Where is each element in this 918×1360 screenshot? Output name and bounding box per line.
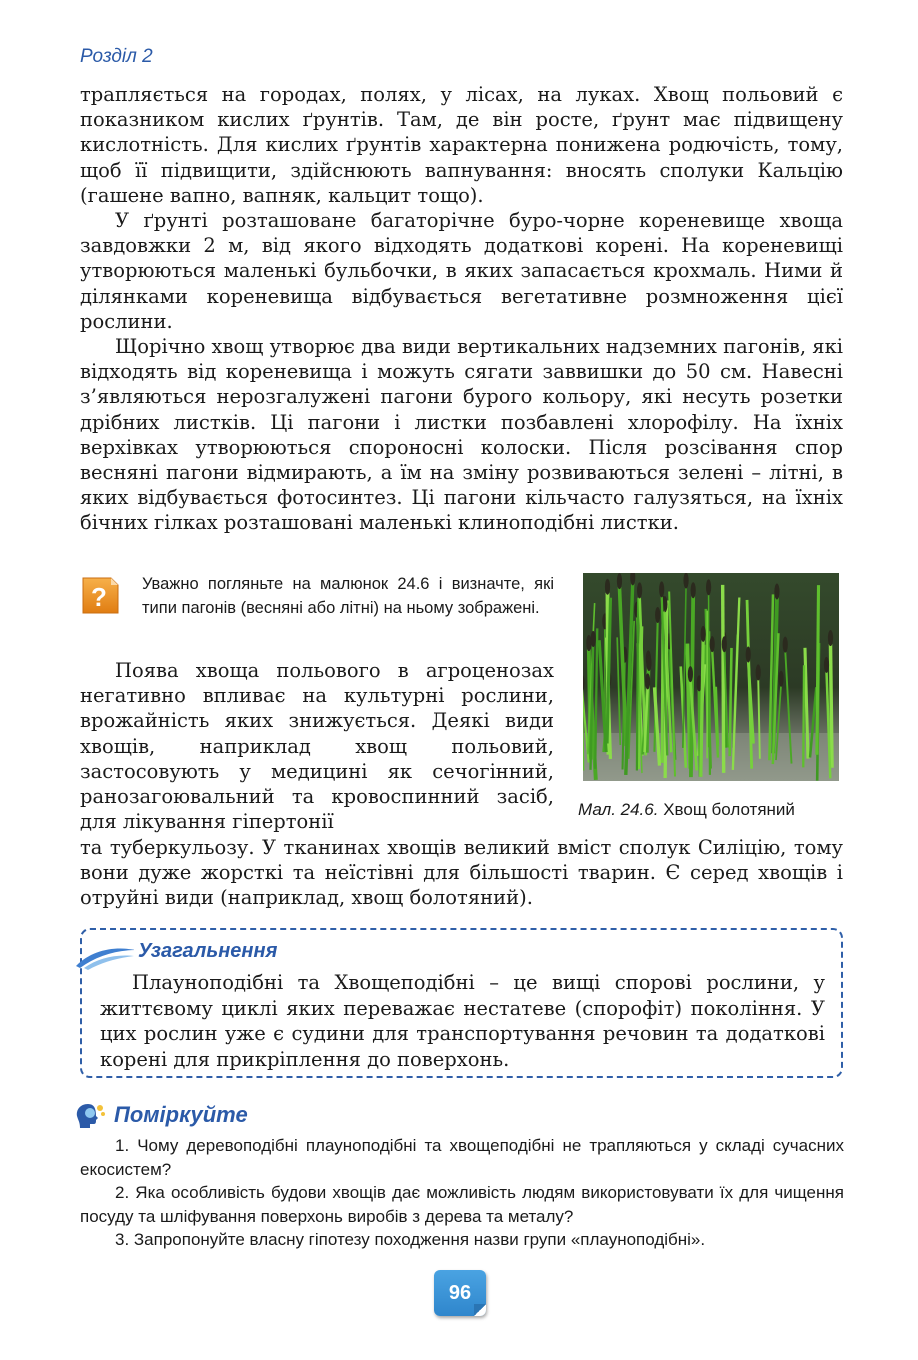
question-3: 3. Запропонуйте власну гіпотезу походження назви групи «плауноподібні».	[115, 1230, 706, 1249]
spore-cone	[722, 636, 727, 652]
horsetail-stem	[723, 585, 724, 773]
spore-cone	[783, 637, 788, 653]
think-title: Поміркуйте	[114, 1102, 248, 1127]
horsetail-stem	[637, 598, 638, 771]
page-number-badge	[434, 1270, 486, 1316]
paragraph-4-start: Поява хвоща польового в агроценозах негативно впливає на культурні рослини, врожайність яких знижується. Деякі види хвощів, наприклад хвощ польовий, застосовують у медицині як сечогінний, ранозагоювальний та кровоспинний засіб, для лікування гіпертонії	[80, 659, 554, 834]
spore-cone	[655, 607, 660, 623]
spore-cone	[659, 581, 664, 597]
spore-cone	[756, 664, 761, 680]
question-1: 1. Чому деревоподібні плауноподібні та хвощеподібні не трапляються у складі сучасних екосистем?	[80, 1136, 844, 1179]
horsetail-stem	[803, 665, 804, 767]
summary-text	[100, 970, 825, 1072]
spore-cone	[645, 673, 650, 689]
horsetail-photo	[583, 573, 839, 781]
spore-cone	[746, 646, 751, 662]
spore-cone	[691, 582, 696, 598]
spore-cone	[617, 573, 622, 589]
horsetail-stem	[730, 648, 732, 756]
paragraph-4-end: та туберкульозу. У тканинах хвощів великий вміст сполук Силіцію, тому вони дуже жорсткі та неїстівні для більшості тварин. Є серед хвощів і отруйні види (наприклад, хвощ болотяний).	[80, 836, 843, 910]
horsetail-stem	[830, 644, 832, 768]
paragraph-1: трапляється на городах, полях, у лісах, на луках. Хвощ польовий є показником кислих ґрунтів. Там, де він росте, ґрунт має підвищену кислотність. Для кислих ґрунтів характерна понижена родючість, тому, щоб її підвищити, здійснюють вапнування: вносять сполуки Кальцію (гашене вапно, вапняк, кальцит тощо).	[80, 83, 843, 207]
summary-title: Узагальнення	[134, 940, 281, 963]
question-2: 2. Яка особливість будови хвощів дає можливість людям використовувати їх для чищення посуду та шліфування поверхонь виробів з дерева та металу?	[80, 1183, 844, 1226]
spore-cone	[630, 573, 635, 585]
section-label: Розділ 2	[80, 46, 153, 67]
spore-cone	[586, 635, 591, 651]
questions-list	[80, 1134, 844, 1252]
spore-cone	[591, 631, 596, 647]
spore-cone	[683, 573, 688, 589]
spore-cone	[774, 584, 779, 600]
summary-paragraph: Плауноподібні та Хвощеподібні – це вищі спорові рослини, у життєвому циклі яких переважає нестатеве (спорофіт) покоління. У цих рослин уже є судини для транспортування речовин та додаткові корені для прикріплення до поверхонь.	[100, 971, 825, 1071]
spore-cone	[583, 675, 585, 691]
spore-cone	[646, 655, 651, 671]
spore-cone	[706, 579, 711, 595]
question-mark-icon	[80, 576, 120, 616]
caption-text: Хвощ болотяний	[663, 800, 795, 819]
paragraph-3: Щорічно хвощ утворює два види вертикальних надземних пагонів, які відходять від кореневища і можуть сягати заввишки до 50 см. Навесні з’являються нерозгалужені пагони бурого кольору, які несуть розетки дрібних листків. Ці пагони і листки позбавлені хлорофілу. На їхніх верхівках утворюються спороносні колоски. Після розсівання спор весняні пагони відмирають, а їм на зміну розвиваються зелені – літні, в яких відбувається фотосинтез. Ці пагони кільчасто галузяться, на їхніх бічних гілках розташовані маленькі клиноподібні листки.	[80, 335, 843, 535]
spore-cone	[710, 636, 715, 652]
caption-number: Мал. 24.6.	[578, 800, 659, 819]
paragraph-2: У ґрунті розташоване багаторічне буро-чорне кореневище хвоща завдовжки 2 м, від якого відходять додаткові корені. На кореневищі утворюються маленькі бульбочки, в яких запасається крохмаль. Ними й ділянками кореневища відбувається вегетативне розмноження цієї рослини.	[80, 209, 843, 333]
page-number: 96	[448, 1281, 472, 1304]
horsetail-stem	[817, 585, 819, 755]
task-text: Уважно погляньте на малюнок 24.6 і визначте, які типи пагонів (весняні або літні) на ньому зображені.	[142, 575, 554, 617]
spore-cone	[605, 579, 610, 595]
spore-cone	[828, 630, 833, 646]
thinking-head-icon	[74, 1102, 106, 1130]
spore-cone	[701, 626, 706, 642]
paragraph-4-wrapped	[80, 658, 554, 834]
main-text	[80, 82, 843, 536]
spore-cone	[688, 666, 693, 682]
swoosh-icon	[74, 944, 138, 970]
svg-text:?: ?	[91, 582, 107, 612]
spore-cone	[637, 582, 642, 598]
figure-caption	[578, 800, 848, 820]
horsetail-illustration	[583, 573, 839, 781]
horsetail-stem	[617, 637, 620, 745]
spore-cone	[824, 657, 829, 673]
spore-cone	[778, 671, 783, 687]
